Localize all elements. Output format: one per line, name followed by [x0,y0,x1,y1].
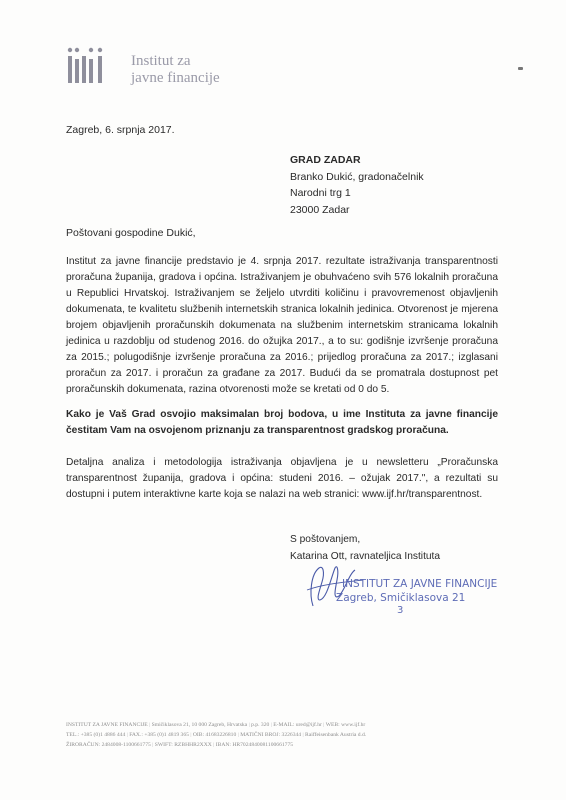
scan-speck [518,67,523,70]
recipient-name: GRAD ZADAR [290,154,361,166]
stamp-line1: INSTITUT ZA JAVNE FINANCIJE [342,578,498,590]
footer-bank: Raiffeisenbank Austria d.d. [305,732,367,738]
closing-regards: S poštovanjem, [290,534,361,545]
footer-line2: TEL.: +385 (0)1 4886 444 | FAX.: +385 (0)1 4819 365 | OIB: 41683226810 | MATIČNI BROJ: 3226344 | Raiffeisenbank Austria d.d. [66,732,367,738]
body-paragraph-congratulations: Kako je Vaš Grad osvojio maksimalan broj bodova, u ime Instituta za javne financije čestitam Vam na osvojenom priznanju za transparentnost gradskog proračuna. [66,409,498,436]
letter-date: Zagreb, 6. srpnja 2017. [66,124,175,136]
institute-name [131,53,220,87]
body-paragraph-3: Detaljna analiza i metodologija istraživanja objavljena je u newsletteru „Proračunska transparentnost županija, gradova i općina: studeni 2016. – ožujak 2017.", a rezultati su dostupni i putem interaktivne karte koja se nalazi na web stranici: www.ijf.hr/transparentnost. [66,457,498,500]
institute-name-line2: javne financije [131,70,220,86]
footer-tel: TEL.: +385 (0)1 4886 444 [66,732,126,738]
footer-line3: ŽIRORAČUN: 2484008-1100661775 | SWIFT: RZBHHR2XXX | IBAN: HR7024840081100661775 [66,742,294,748]
footer-mb: MATIČNI BROJ: 3226344 [240,732,302,738]
signer-name: Katarina Ott, ravnateljica Instituta [290,551,441,562]
footer-swift: SWIFT: RZBHHR2XXX [154,742,212,748]
footer-account: ŽIRORAČUN: 2484008-1100661775 [66,742,151,748]
institute-logo-icon [67,47,103,83]
recipient-city: 23000 Zadar [290,203,350,216]
footer-line1: INSTITUT ZA JAVNE FINANCIJE | Smičiklasova 21, 10 000 Zagreb, Hrvatska | p.p. 320 | E-MAIL: ured@ijf.hr | WEB: www.ijf.hr [66,722,366,728]
footer-web: WEB: www.ijf.hr [325,722,366,728]
recipient-address [290,152,424,218]
recipient-person: Branko Dukić, gradonačelnik [290,170,424,183]
footer-fax: FAX.: +385 (0)1 4819 365 [129,732,189,738]
stamp-line2: Zagreb, Smičiklasova 21 [336,592,466,604]
institute-name-line1: Institut za [131,53,191,69]
body-paragraph-1: Institut za javne financije predstavio je 4. srpnja 2017. rezultate istraživanja transparentnosti proračuna županija, gradova i općina. Istraživanjem je obuhvaćeno svih 576 lokalnih proračuna u Republici Hrvatskoj. Istraživanjem se željelo utvrditi količinu i pravovremenost objavljenih dokumenata, te kvalitetu službenih internetskih stranica lokalnih jedinica. Otvorenost je mjerena brojem objavljenih proračunskih dokumenata na službenim internetskim stranicama lokalnih jedinica u razdoblju od studenog 2016. do ožujka 2017., a to su: godišnje izvršenje proračuna za 2015.; polugodišnje izvršenje proračuna za 2016.; prijedlog proračuna za 2017.; izglasani proračun za 2017. i proračun za građane za 2017. Budući da se promatrala dostupnost pet proračunskih dokumenata, razina otvorenosti može se kretati od 0 do 5. [66,256,498,395]
footer-pbox: p.p. 320 [251,722,270,728]
letter-footer [66,720,366,750]
footer-oib: OIB: 41683226810 [192,732,237,738]
stamp-line3: 3 [397,605,404,616]
footer-email: E-MAIL: ured@ijf.hr [273,722,322,728]
footer-address: Smičiklasova 21, 10 000 Zagreb, Hrvatska [151,722,248,728]
salutation: Poštovani gospodine Dukić, [66,227,196,239]
recipient-street: Narodni trg 1 [290,187,351,199]
footer-iban: IBAN: HR7024840081100661775 [215,742,294,748]
footer-org: INSTITUT ZA JAVNE FINANCIJE [66,722,148,728]
